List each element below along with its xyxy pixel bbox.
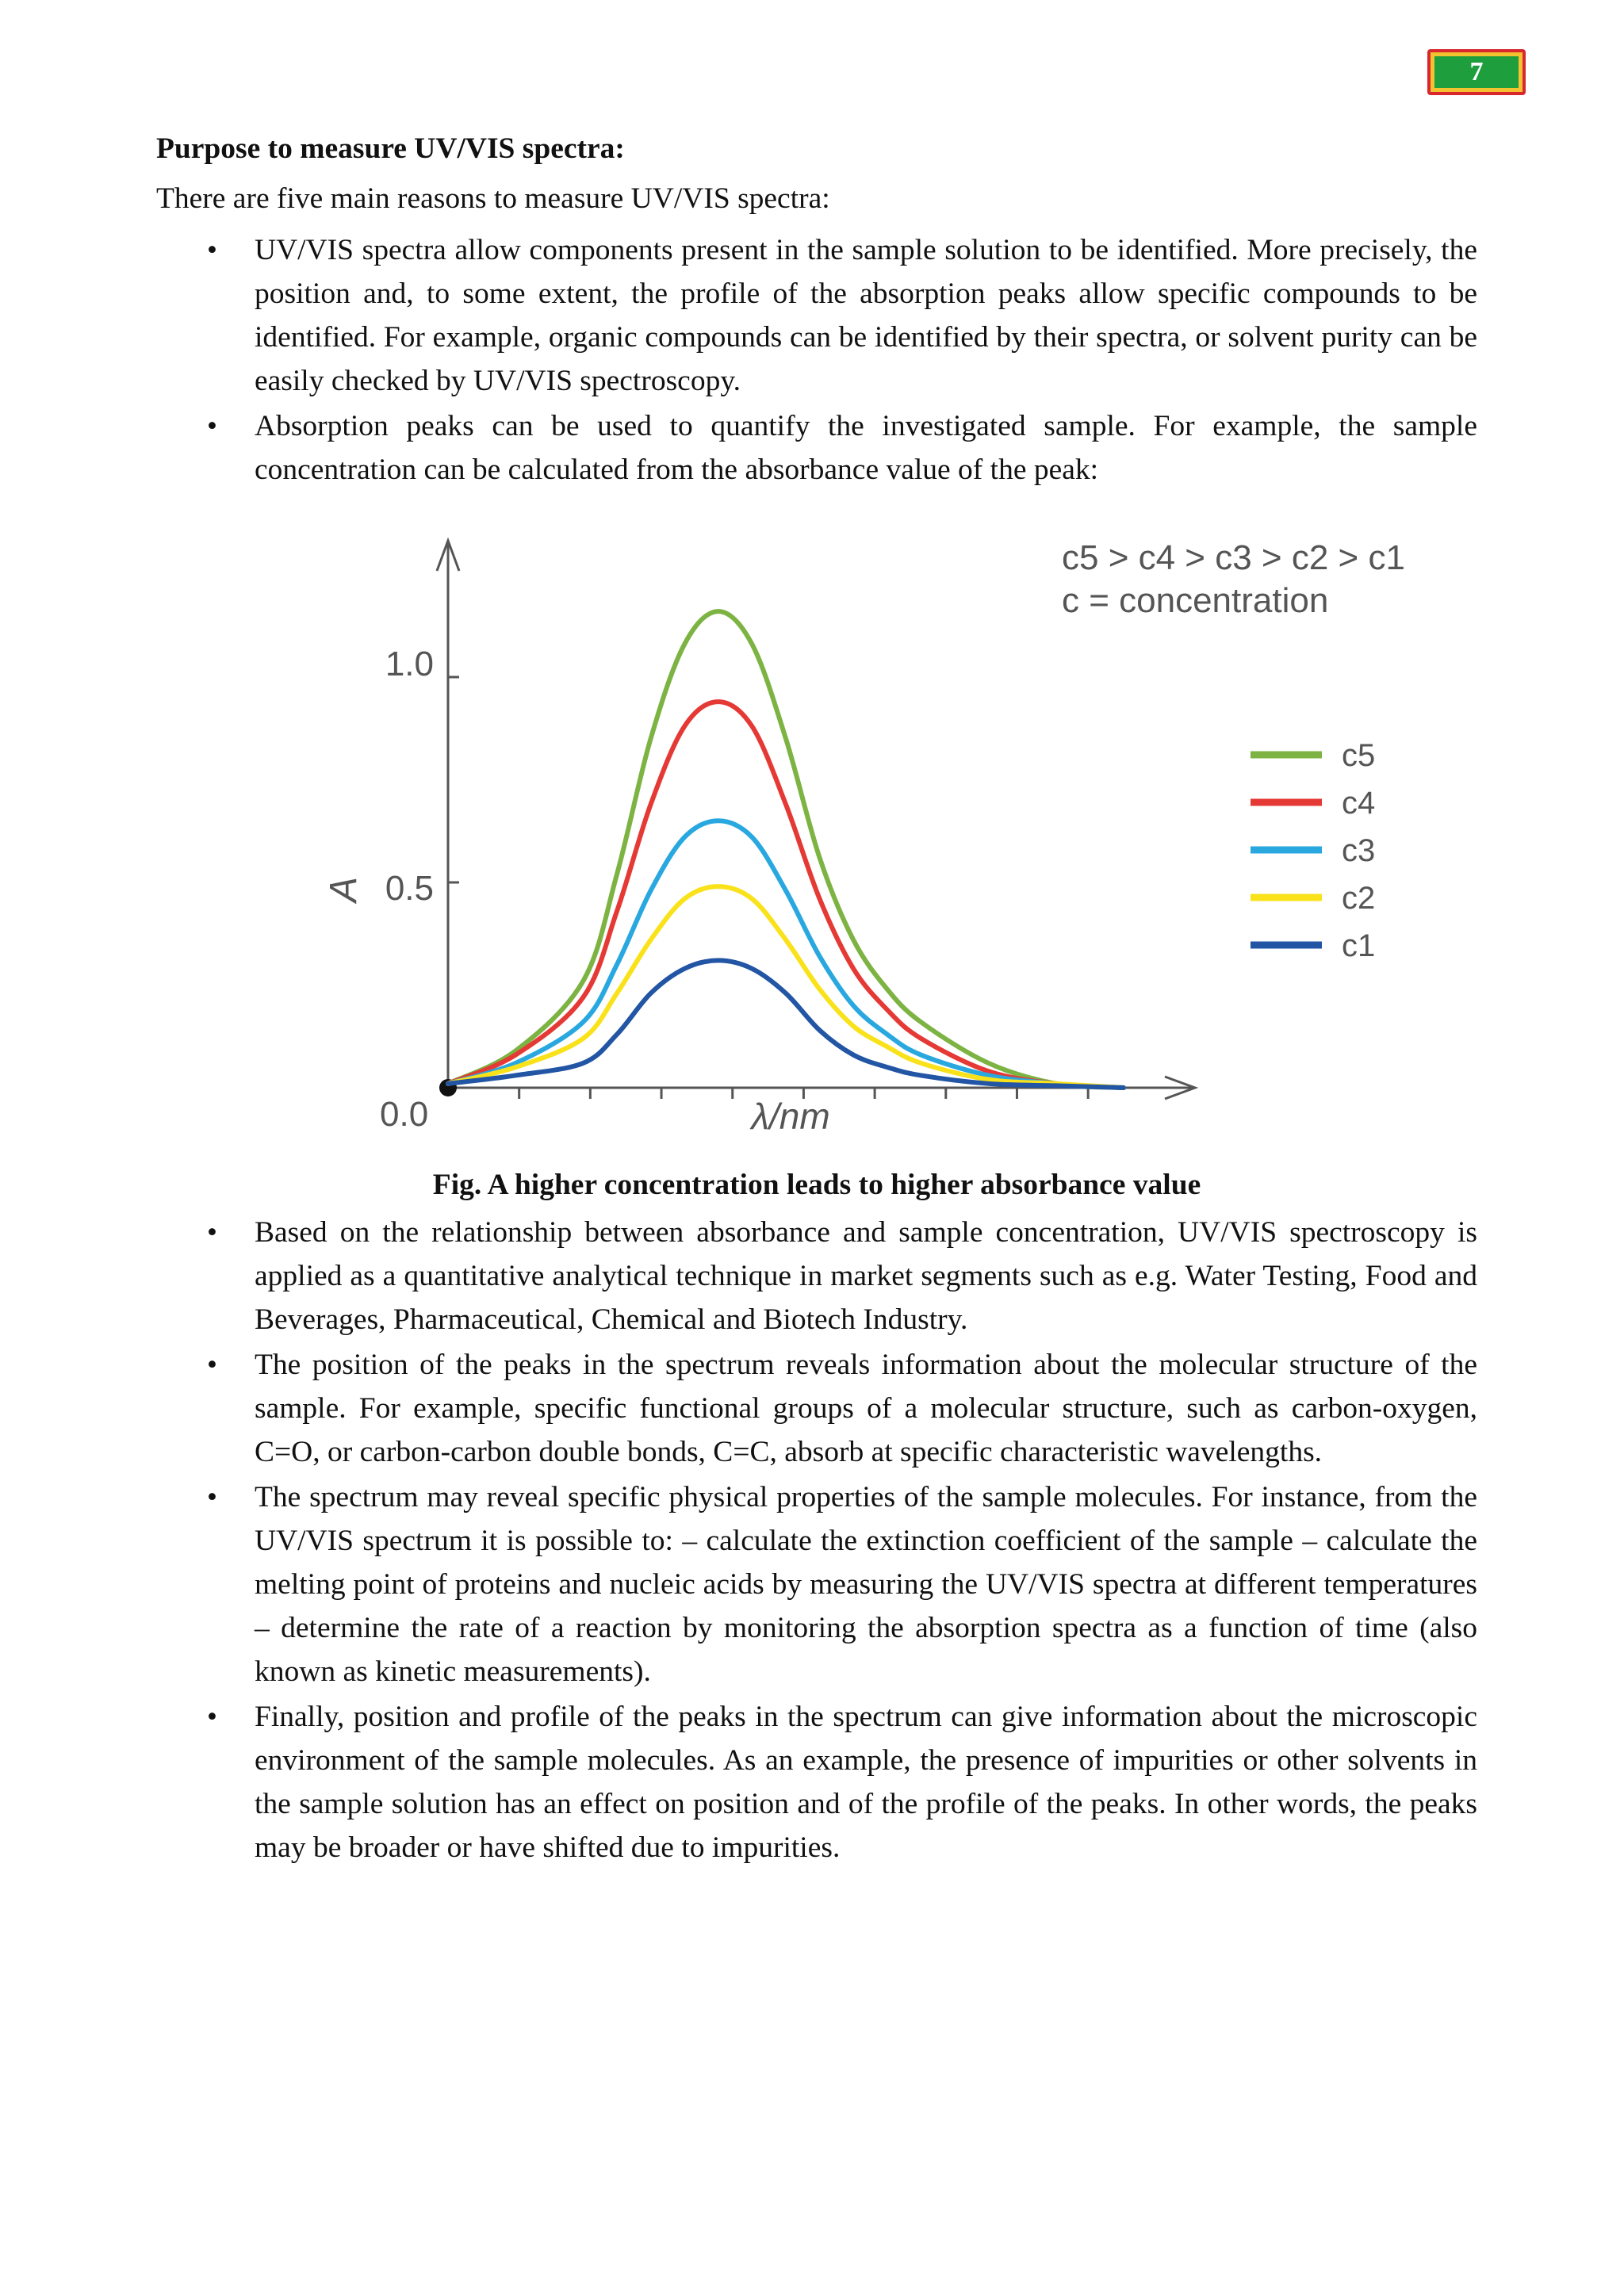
legend-label-c3: c3 xyxy=(1342,833,1376,868)
series-line-c5 xyxy=(448,611,1124,1088)
intro-paragraph: There are five main reasons to measure UV/VIS spectra: xyxy=(156,182,830,215)
legend-label-c4: c4 xyxy=(1342,786,1376,821)
y-tick-label-1: 1.0 xyxy=(385,645,434,683)
annotation-definition: c = concentration xyxy=(1062,581,1329,620)
document-body xyxy=(156,127,1477,1871)
bullet-list-after-figure xyxy=(156,1211,1477,1869)
bullet-item: • The spectrum may reveal specific physical properties of the sample molecules. For instance, from the UV/VIS spectrum it is possible to: – calculate the extinction coefficient of the sample – calculate the melting point of proteins and nucleic acids by measuring the UV/VIS spectra at different temperatures – determine the rate of a reaction by monitoring the absorption spectra as a function of time (also known as kinetic measurements). xyxy=(156,1475,1477,1693)
bullet-item: • UV/VIS spectra allow components present in the sample solution to be identified. More precisely, the position and, to some extent, the profile of the absorption peaks allow specific compounds to be identified. For example, organic compounds can be identified by their spectra, or solvent purity can be easily checked by UV/VIS spectroscopy. xyxy=(156,228,1477,403)
bullet-item: • Absorption peaks can be used to quantify the investigated sample. For example, the sample concentration can be calculated from the absorbance value of the peak: xyxy=(156,404,1477,492)
x-axis-label: λ/nm xyxy=(751,1096,830,1137)
y-tick-label-0-5: 0.5 xyxy=(385,869,434,908)
legend-label-c1: c1 xyxy=(1342,928,1376,963)
annotation-ordering: c5 > c4 > c3 > c2 > c1 xyxy=(1062,538,1405,577)
chart-legend xyxy=(1251,738,1375,963)
chart-axes xyxy=(437,541,1195,1099)
chart-curves xyxy=(448,611,1124,1088)
bullet-item: • Based on the relationship between absorbance and sample concentration, UV/VIS spectroscopy is applied as a quantitative analytical technique in market segments such as e.g. Water Testing, Food and Beverages, Pharmaceutical, Chemical and Biotech Industry. xyxy=(156,1211,1477,1341)
legend-label-c5: c5 xyxy=(1342,738,1376,773)
legend-label-c2: c2 xyxy=(1342,881,1376,916)
bullet-item: • The position of the peaks in the spectrum reveals information about the molecular structure of the sample. For example, specific functional groups of a molecular structure, such as carbon-oxygen, C=O, or carbon-carbon double bonds, C=C, absorb at specific characteristic wavelengths. xyxy=(156,1343,1477,1474)
origin-label: 0.0 xyxy=(380,1095,429,1134)
bullet-list-before-figure xyxy=(156,228,1477,492)
bullet-item: • Finally, position and profile of the peaks in the spectrum can give information about the microscopic environment of the sample molecules. As an example, the presence of impurities or other solvents in the sample solution has an effect on position and of the profile of the peaks. In other words, the peaks may be broader or have shifted due to impurities. xyxy=(156,1695,1477,1869)
chart-labels xyxy=(323,538,1405,1137)
page-number: 7 xyxy=(1434,56,1519,88)
section-heading: Purpose to measure UV/VIS spectra: xyxy=(156,132,625,165)
page-number-badge xyxy=(1427,49,1526,95)
series-line-c3 xyxy=(448,821,1124,1088)
y-axis-label: A xyxy=(323,876,365,903)
absorbance-figure xyxy=(156,493,1477,1211)
figure-caption: Fig. A higher concentration leads to higher absorbance value xyxy=(432,1169,1201,1201)
series-line-c2 xyxy=(448,886,1124,1088)
absorbance-chart xyxy=(315,525,1425,1159)
